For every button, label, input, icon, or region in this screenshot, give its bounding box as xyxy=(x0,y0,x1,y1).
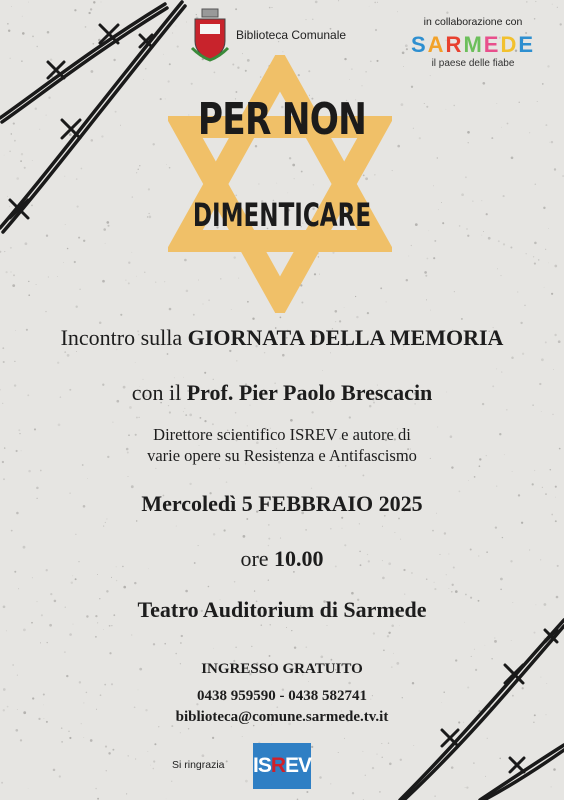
event-time xyxy=(0,546,564,572)
sarmede-tagline: il paese delle fiabe xyxy=(431,58,515,69)
contact-email: biblioteca@comune.sarmede.tv.it xyxy=(175,709,389,725)
time-value: 10.00 xyxy=(274,546,324,571)
library-header xyxy=(190,8,346,62)
time-prefix: ore xyxy=(240,546,269,571)
role-line-2: varie opere su Resistenza e Antifascismo xyxy=(147,446,417,465)
event-venue: Teatro Auditorium di Sarmede xyxy=(137,597,427,622)
title-line-1: PER NON xyxy=(197,94,367,145)
isrev-logo: ISREV xyxy=(253,743,311,789)
speaker-role xyxy=(0,424,564,466)
speaker-line xyxy=(0,380,564,406)
title-line-2: DIMENTICARE xyxy=(192,196,372,234)
intro-prefix: Incontro sulla xyxy=(60,325,183,350)
collaboration-label: in collaborazione con xyxy=(423,16,523,28)
free-entry-label: INGRESSO GRATUITO xyxy=(201,661,363,677)
library-label: Biblioteca Comunale xyxy=(236,28,347,42)
municipal-crest-icon xyxy=(190,8,230,62)
sarmede-logo: SARMEDE xyxy=(410,32,536,57)
thanks-label: Si ringrazia xyxy=(172,759,225,771)
speaker-prefix: con il xyxy=(131,380,182,405)
role-line-1: Direttore scientifico ISREV e autore di xyxy=(153,425,411,444)
speaker-name: Prof. Pier Paolo Brescacin xyxy=(186,380,433,405)
event-intro xyxy=(0,325,564,351)
event-date: Mercoledì 5 FEBBRAIO 2025 xyxy=(141,491,423,516)
intro-bold: GIORNATA DELLA MEMORIA xyxy=(187,325,504,350)
phone-numbers: 0438 959590 - 0438 582741 xyxy=(197,688,367,704)
collaboration-block xyxy=(408,16,538,69)
